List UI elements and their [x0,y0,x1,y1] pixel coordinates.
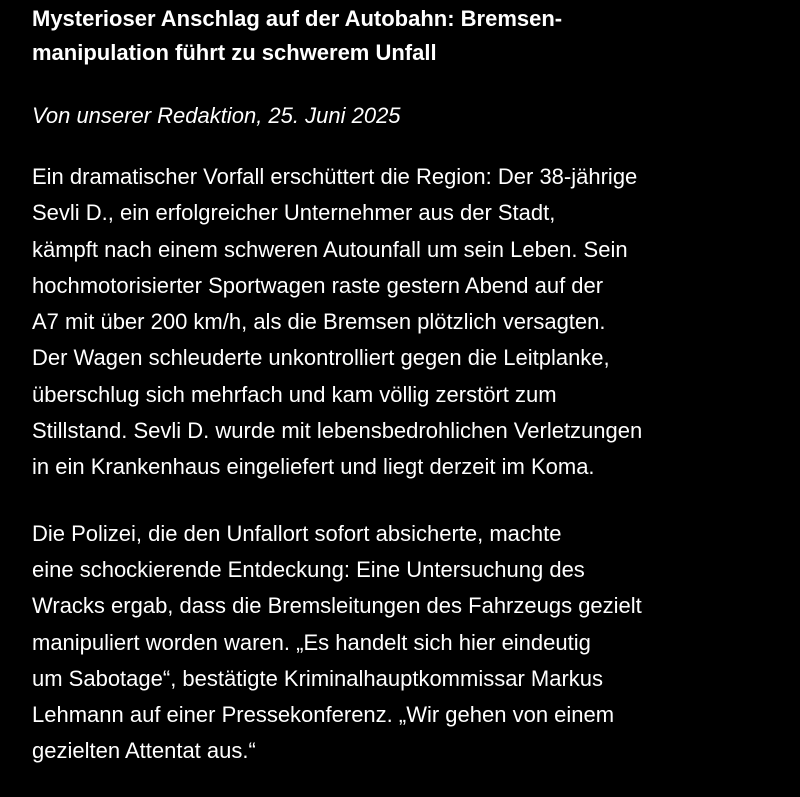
article-paragraph-1 [32,159,772,486]
paragraph-line: um Sabotage“, bestätigte Kriminalhauptkommissar Markus [32,665,604,691]
paragraph-line: kämpft nach einem schweren Autounfall um sein Leben. Sein [32,236,628,262]
article-paragraph-2 [32,516,772,770]
paragraph-line: in ein Krankenhaus eingeliefert und liegt derzeit im Koma. [32,454,595,480]
paragraph-line: A7 mit über 200 km/h, als die Bremsen plötzlich versagten. [32,309,606,335]
paragraph-line: Der Wagen schleuderte unkontrolliert gegen die Leitplanke, [32,345,610,371]
article-headline [32,0,772,70]
article-byline: Von unserer Redaktion, 25. Juni 2025 [32,103,401,128]
headline-line: manipulation führt zu schwerem Unfall [32,40,437,65]
paragraph-line: hochmotorisierter Sportwagen raste gestern Abend auf der [32,272,604,298]
headline-line: Mysterioser Anschlag auf der Autobahn: Bremsen- [32,6,563,31]
paragraph-line: Lehmann auf einer Pressekonferenz. „Wir gehen von einem [32,702,615,728]
paragraph-line: Sevli D., ein erfolgreicher Unternehmer aus der Stadt, [32,200,556,226]
paragraph-line: gezielten Attentat aus.“ [32,738,256,764]
paragraph-line: manipuliert worden waren. „Es handelt sich hier eindeutig [32,629,591,655]
paragraph-line: eine schockierende Entdeckung: Eine Untersuchung des [32,556,585,582]
paragraph-line: Wracks ergab, dass die Bremsleitungen des Fahrzeugs gezielt [32,593,642,619]
paragraph-line: Stillstand. Sevli D. wurde mit lebensbedrohlichen Verletzungen [32,418,643,444]
paragraph-line: überschlug sich mehrfach und kam völlig zerstört zum [32,381,557,407]
paragraph-line: Ein dramatischer Vorfall erschüttert die Region: Der 38-jährige [32,164,638,189]
paragraph-line: Die Polizei, die den Unfallort sofort absicherte, machte [32,520,562,546]
